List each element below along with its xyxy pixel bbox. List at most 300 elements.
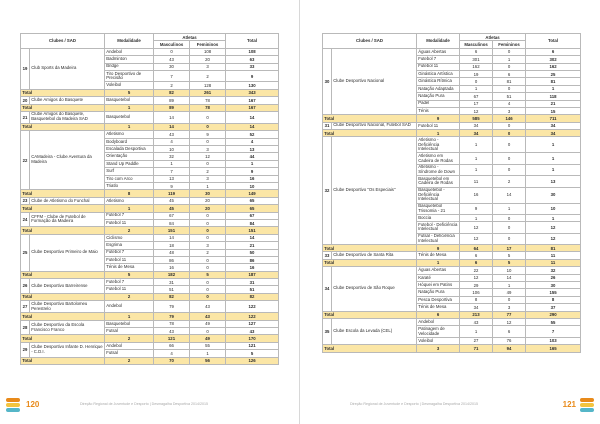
female-count: 20 (190, 197, 226, 204)
female-total: 0 (190, 293, 226, 300)
modality-cell: Ténis de Mesa (417, 252, 460, 259)
male-total: 585 (460, 115, 493, 122)
modality-cell: Ténis (417, 107, 460, 114)
row-total: 16 (226, 175, 279, 182)
modality-count: 1 (105, 205, 154, 212)
female-count: 108 (190, 48, 226, 55)
female-total: 0 (190, 227, 226, 234)
total-row (21, 123, 279, 130)
female-count: 1 (190, 183, 226, 190)
row-total: 65 (226, 197, 279, 204)
modality-count: 2 (105, 227, 154, 234)
header-female: Femininos (493, 41, 526, 48)
modality-cell: Basquetebol em Cadeira de Rodas (417, 176, 460, 187)
female-count: 5 (493, 252, 526, 259)
row-total: 10 (526, 203, 581, 214)
total-label: Total (323, 345, 417, 352)
modality-cell: Ténis de Mesa (417, 304, 460, 311)
grand-total: 170 (226, 335, 279, 342)
row-total: 63 (226, 56, 279, 63)
total-label: Total (21, 357, 105, 364)
grand-total: 343 (226, 89, 279, 96)
male-count: 0 (154, 48, 190, 55)
male-count: 43 (154, 131, 190, 138)
header-club: Clubes / SAD (21, 34, 105, 49)
modality-cell: Ginástica Artística (417, 70, 460, 77)
modality-cell: Badminton (105, 56, 154, 63)
header-male: Masculinos (460, 41, 493, 48)
table-row (21, 212, 279, 219)
row-total: 167 (226, 97, 279, 104)
modality-cell: Águas Abertas (417, 267, 460, 274)
modality-cell: Futebol 11 (105, 286, 154, 293)
grand-total: 165 (526, 345, 581, 352)
female-count: 12 (190, 153, 226, 160)
modality-cell: Padel (417, 100, 460, 107)
club-number: 30 (323, 48, 332, 115)
club-name: CFFM - Clube de Futebol de Formação da Madeira (30, 212, 105, 227)
total-label: Total (21, 227, 105, 234)
header-total: Total (526, 34, 581, 49)
female-count: 0 (190, 234, 226, 241)
row-total: 26 (526, 274, 581, 281)
male-count: 84 (154, 219, 190, 226)
modality-cell: Futebol 7 (105, 249, 154, 256)
header-modality: Modalidade (417, 34, 460, 49)
female-count: 3 (190, 63, 226, 70)
male-count: 14 (154, 111, 190, 123)
male-total: 182 (154, 271, 190, 278)
modality-cell: Águas Abertas (417, 48, 460, 55)
total-label: Total (21, 293, 105, 300)
row-total: 10 (226, 183, 279, 190)
modality-cell: Escalada Desportiva (105, 146, 154, 153)
female-count: 76 (493, 337, 526, 344)
club-name: Clube de Atletismo do Funchal (30, 197, 105, 204)
male-total: 82 (154, 89, 190, 96)
male-count: 67 (154, 212, 190, 219)
male-count: 22 (460, 267, 493, 274)
club-number: 33 (323, 252, 332, 259)
female-count: 3 (190, 146, 226, 153)
row-total: 1 (526, 164, 581, 175)
table-row (323, 137, 581, 153)
male-count: 13 (154, 175, 190, 182)
table-row (21, 234, 279, 241)
footer-text: Direção Regional de Juventude e Desporto | Desmagalha Desportiva 2014/2015 (350, 402, 478, 406)
female-count: 0 (190, 328, 226, 335)
male-count: 1 (154, 160, 190, 167)
club-name: CAMadeira - Clube Aventura da Madeira (30, 131, 105, 190)
modality-cell: Hóquei em Patins (417, 282, 460, 289)
row-total: 127 (226, 320, 279, 327)
modality-cell: Ténis de Mesa (105, 264, 154, 271)
row-total: 31 (226, 279, 279, 286)
stripe (580, 408, 594, 412)
male-count: 16 (460, 187, 493, 203)
stripe (6, 403, 20, 407)
grand-total: 167 (226, 104, 279, 111)
male-count: 45 (154, 197, 190, 204)
total-label: Total (323, 259, 417, 266)
row-total: 44 (226, 153, 279, 160)
female-count: 3 (190, 175, 226, 182)
table-row (21, 279, 279, 286)
grand-total: 65 (226, 205, 279, 212)
male-count: 43 (460, 318, 493, 325)
row-total: 52 (226, 131, 279, 138)
female-count: 0 (190, 286, 226, 293)
modality-cell: Ginástica Rítmica (417, 78, 460, 85)
row-total: 12 (526, 222, 581, 233)
row-total: 43 (226, 328, 279, 335)
male-count: 31 (154, 279, 190, 286)
row-total: 55 (526, 318, 581, 325)
male-count: 6 (460, 252, 493, 259)
modality-cell: Atletismo - Síndrome de Down (417, 164, 460, 175)
male-count: 162 (460, 63, 493, 70)
male-total: 34 (460, 130, 493, 137)
row-total: 9 (226, 70, 279, 81)
row-total: 30 (526, 187, 581, 203)
male-count: 30 (154, 63, 190, 70)
table-row (21, 48, 279, 55)
total-row (21, 227, 279, 234)
right-page (300, 0, 600, 424)
table-row (323, 318, 581, 325)
club-name: Clube Desportivo Nacional, Futebol SAD (332, 122, 417, 129)
modality-cell: Atletismo (105, 131, 154, 138)
male-total: 6 (460, 259, 493, 266)
male-count: 67 (460, 93, 493, 100)
row-total: 86 (226, 256, 279, 263)
footer-text: Direção Regional de Juventude e Desporto | Desmagalha Desportiva 2014/2015 (80, 402, 208, 406)
club-number: 19 (21, 48, 30, 89)
total-row (323, 259, 581, 266)
male-count: 7 (154, 168, 190, 175)
row-total: 118 (526, 93, 581, 100)
male-count: 9 (460, 203, 493, 214)
female-count: 0 (190, 111, 226, 123)
female-total: 261 (190, 89, 226, 96)
club-number: 32 (323, 137, 332, 245)
total-label: Total (21, 271, 105, 278)
club-name: Clube Desportivo Infante D. Henrique - C.D.I. (30, 342, 105, 357)
modality-cell: Futebol 7 (417, 56, 460, 63)
modality-count: 2 (105, 335, 154, 342)
female-count: 0 (493, 48, 526, 55)
total-label: Total (21, 190, 105, 197)
grand-total: 187 (226, 271, 279, 278)
female-count: 2 (493, 176, 526, 187)
modality-cell: Boccia (417, 214, 460, 221)
modality-cell: Surf (105, 168, 154, 175)
female-count: 2 (190, 168, 226, 175)
male-total: 121 (154, 335, 190, 342)
modality-count: 9 (417, 245, 460, 252)
male-total: 119 (154, 190, 190, 197)
club-number: 35 (323, 318, 332, 344)
footer (300, 398, 600, 412)
modality-count: 1 (105, 104, 154, 111)
modality-cell: Pesca Desportiva (417, 296, 460, 303)
female-count: 1 (493, 203, 526, 214)
total-row (21, 190, 279, 197)
row-total: 162 (526, 63, 581, 70)
modality-cell: Tiro com Arco (105, 175, 154, 182)
stripe (6, 398, 20, 402)
female-count: 0 (190, 212, 226, 219)
male-count: 43 (154, 56, 190, 63)
male-count: 6 (460, 48, 493, 55)
row-total: 37 (526, 304, 581, 311)
modality-cell: Futebol 11 (105, 219, 154, 226)
male-count: 78 (154, 320, 190, 327)
row-total: 13 (526, 176, 581, 187)
male-count: 34 (460, 122, 493, 129)
row-total: 30 (526, 282, 581, 289)
female-count: 6 (493, 326, 526, 337)
male-count: 301 (460, 56, 493, 63)
total-row (323, 130, 581, 137)
row-total: 25 (526, 70, 581, 77)
modality-cell: Voleibol (105, 82, 154, 89)
modality-count: 3 (417, 345, 460, 352)
male-count: 66 (154, 342, 190, 349)
female-count: 0 (190, 138, 226, 145)
male-count: 32 (154, 153, 190, 160)
modality-cell: Basquetebol (105, 97, 154, 104)
modality-cell: Futsal - Deficiência Intelectual (417, 233, 460, 244)
female-count: 0 (190, 160, 226, 167)
total-label: Total (21, 123, 105, 130)
modality-cell: Atletismo (105, 197, 154, 204)
modality-cell: Esgrima (105, 242, 154, 249)
female-total: 0 (493, 130, 526, 137)
row-total: 122 (226, 301, 279, 313)
row-total: 51 (226, 286, 279, 293)
table-row (21, 131, 279, 138)
male-count: 34 (460, 304, 493, 311)
female-count: 1 (493, 56, 526, 63)
table-row (323, 267, 581, 274)
female-count: 78 (190, 97, 226, 104)
modality-cell: Atletismo - Deficiência Intelectual (417, 137, 460, 153)
table-row (323, 122, 581, 129)
row-total: 130 (226, 82, 279, 89)
male-total: 82 (154, 293, 190, 300)
row-total: 67 (226, 212, 279, 219)
table-row (21, 197, 279, 204)
header-athletes: Atletas (460, 34, 526, 41)
male-total: 79 (154, 313, 190, 320)
total-row (21, 293, 279, 300)
grand-total: 126 (226, 357, 279, 364)
header-club: Clubes / SAD (323, 34, 417, 49)
male-total: 64 (460, 245, 493, 252)
row-total: 11 (526, 252, 581, 259)
modality-cell: Ciclismo (105, 234, 154, 241)
grand-total: 11 (526, 259, 581, 266)
club-name: Clube Desportivo Primeiro de Maio (30, 234, 105, 271)
total-row (323, 311, 581, 318)
female-count: 1 (493, 282, 526, 289)
club-number: 20 (21, 97, 30, 104)
female-count: 51 (493, 93, 526, 100)
club-number: 26 (21, 279, 30, 294)
female-total: 43 (190, 313, 226, 320)
modality-count: 6 (417, 311, 460, 318)
male-count: 12 (460, 222, 493, 233)
female-count: 0 (493, 233, 526, 244)
male-count: 51 (154, 286, 190, 293)
male-count: 89 (154, 97, 190, 104)
row-total: 5 (226, 350, 279, 357)
total-label: Total (323, 130, 417, 137)
modality-cell: Basquetebol (105, 111, 154, 123)
modality-cell: Triatlo (105, 183, 154, 190)
modality-cell: Andebol (417, 318, 460, 325)
table-row (21, 320, 279, 327)
male-total: 45 (154, 205, 190, 212)
female-count: 49 (190, 320, 226, 327)
row-total: 16 (226, 264, 279, 271)
female-total: 5 (493, 259, 526, 266)
row-total: 21 (226, 242, 279, 249)
total-row (323, 345, 581, 352)
female-count: 0 (493, 122, 526, 129)
club-name: Clube Desportivo Barreirense (30, 279, 105, 294)
female-total: 146 (493, 115, 526, 122)
female-count: 6 (493, 70, 526, 77)
modality-cell: Atletismo em Cadeira de Rodas (417, 153, 460, 164)
club-name: Clube Amigos do Basquete (30, 97, 105, 104)
club-number: 22 (21, 131, 30, 190)
female-count: 81 (493, 78, 526, 85)
female-count: 2 (190, 249, 226, 256)
male-count: 0 (460, 78, 493, 85)
table-row (21, 97, 279, 104)
female-count: 0 (493, 296, 526, 303)
modality-cell: Natação Pura (417, 289, 460, 296)
modality-count: 1 (417, 259, 460, 266)
modality-count: 9 (417, 115, 460, 122)
row-total: 302 (526, 56, 581, 63)
total-row (21, 271, 279, 278)
total-row (21, 335, 279, 342)
grand-total: 711 (526, 115, 581, 122)
female-total: 94 (493, 345, 526, 352)
row-total: 7 (526, 326, 581, 337)
female-count: 0 (190, 264, 226, 271)
male-count: 48 (154, 249, 190, 256)
total-label: Total (21, 104, 105, 111)
footer (0, 398, 300, 412)
male-count: 4 (154, 350, 190, 357)
grand-total: 82 (226, 293, 279, 300)
modality-cell: Bodyboard (105, 138, 154, 145)
total-label: Total (323, 245, 417, 252)
row-total: 1 (526, 153, 581, 164)
female-count: 3 (493, 304, 526, 311)
row-total: 155 (526, 289, 581, 296)
modality-cell: Tiro Desportivo de Precisão (105, 70, 154, 81)
club-number: 24 (21, 212, 30, 227)
modality-cell: Futebol 11 (417, 63, 460, 70)
female-count: 0 (493, 63, 526, 70)
female-count: 0 (190, 219, 226, 226)
modality-cell: Bridge (105, 63, 154, 70)
male-count: 12 (460, 274, 493, 281)
modality-cell: Basquetebol - Deficiência Intelectual (417, 187, 460, 203)
row-total: 84 (226, 219, 279, 226)
modality-cell: Andebol (105, 48, 154, 55)
male-total: 70 (154, 357, 190, 364)
female-count: 4 (493, 100, 526, 107)
row-total: 13 (226, 146, 279, 153)
total-label: Total (21, 89, 105, 96)
modality-count: 1 (105, 313, 154, 320)
female-count: 14 (493, 187, 526, 203)
club-name: Clube Desportivo Nacional (332, 48, 417, 115)
club-name: Clube Desportivo Bartolomeu Perestrelo (30, 301, 105, 313)
female-count: 3 (190, 242, 226, 249)
modality-cell: Futebol 11 (417, 122, 460, 129)
male-total: 213 (460, 311, 493, 318)
female-count: 3 (493, 107, 526, 114)
decorative-stripes (6, 398, 20, 412)
modality-cell: Futsal (105, 350, 154, 357)
female-total: 77 (493, 311, 526, 318)
stripe (580, 398, 594, 402)
female-count: 0 (493, 85, 526, 92)
male-count: 12 (460, 233, 493, 244)
row-total: 9 (226, 168, 279, 175)
male-count: 1 (460, 137, 493, 153)
club-number: 34 (323, 267, 332, 311)
modality-cell: Karaté (417, 274, 460, 281)
modality-cell: Futebol 7 (105, 279, 154, 286)
modality-cell: Stand Up Paddle (105, 160, 154, 167)
male-count: 14 (154, 234, 190, 241)
female-total: 17 (493, 245, 526, 252)
row-total: 34 (526, 122, 581, 129)
modality-cell: Futebol - Deficiência Intelectual (417, 222, 460, 233)
modality-cell: Basquetebol (105, 320, 154, 327)
row-total: 121 (226, 342, 279, 349)
female-count: 0 (190, 279, 226, 286)
female-count: 0 (493, 164, 526, 175)
female-count: 0 (493, 153, 526, 164)
male-count: 1 (460, 153, 493, 164)
total-label: Total (21, 313, 105, 320)
row-total: 33 (226, 63, 279, 70)
row-total: 103 (526, 337, 581, 344)
female-total: 78 (190, 104, 226, 111)
grand-total: 81 (526, 245, 581, 252)
male-count: 1 (460, 164, 493, 175)
female-total: 0 (190, 123, 226, 130)
modality-count: 5 (105, 89, 154, 96)
club-number: 29 (21, 342, 30, 357)
row-total: 50 (226, 249, 279, 256)
female-count: 10 (493, 267, 526, 274)
male-count: 79 (154, 301, 190, 313)
total-label: Total (323, 311, 417, 318)
table-row (323, 252, 581, 259)
club-number: 23 (21, 197, 30, 204)
grand-total: 149 (226, 190, 279, 197)
